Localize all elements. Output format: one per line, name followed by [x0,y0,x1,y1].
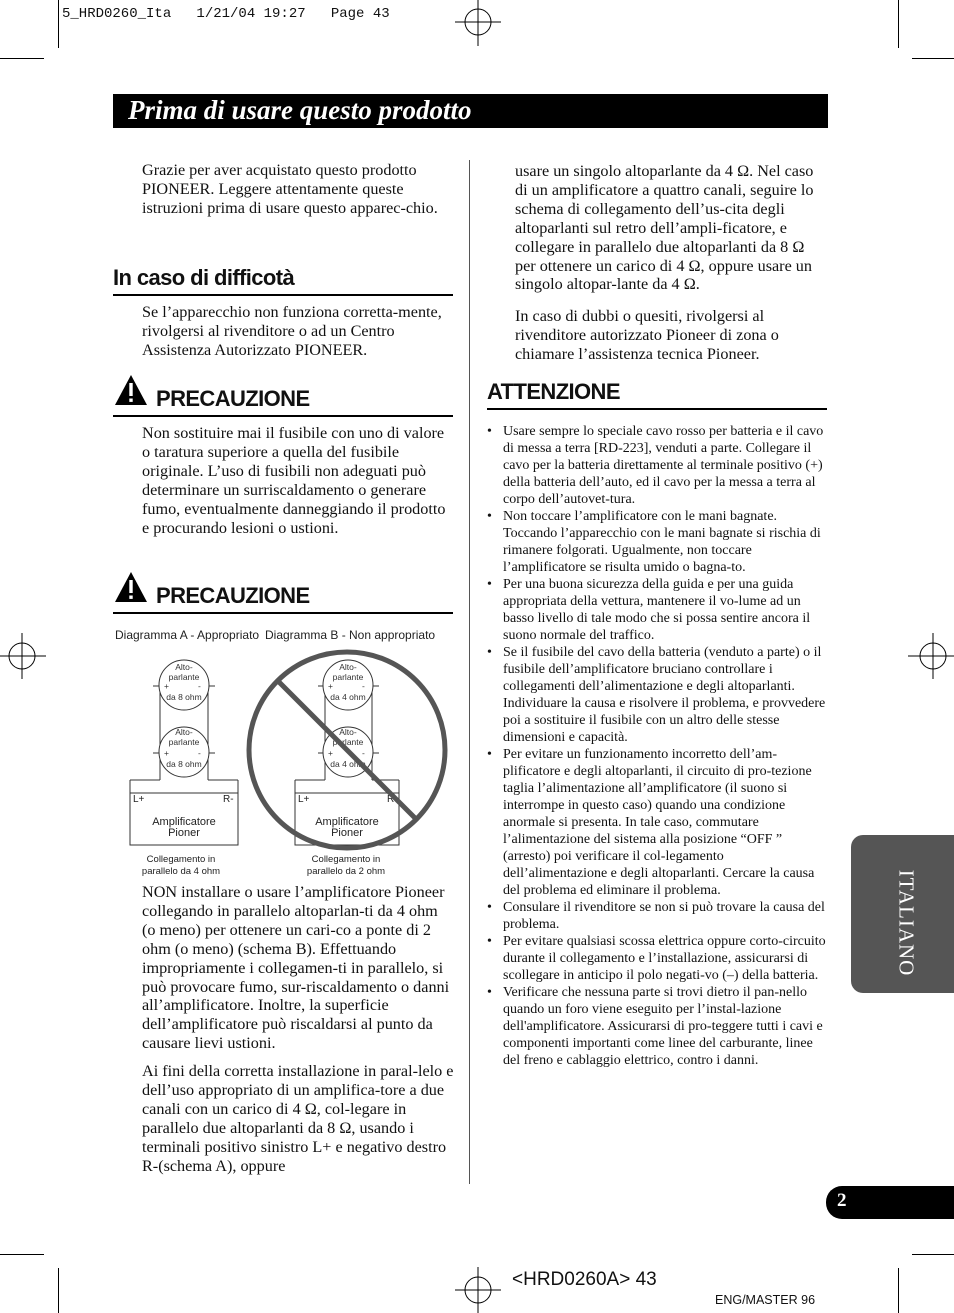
difficulty-rule [113,294,453,296]
diagram-b-caption: Diagramma B - Non appropriato [265,628,436,642]
caution-paragraph-2: NON installare o usare l’amplificatore Pioneer collegando in parallelo altoparlan-ti da 4 ohm (o meno) per ottenere un cari-co a ponte di 2 ohm (o meno) (schema B). Effettuando impropriamente i collegamen-ti in parallelo, si può provocare fumo, sur-riscaldamento o danni all’amplificatore. Inoltre, la superficie dell’amplificatore può riscaldarsi al punto da causare lievi ustioni. [142,883,450,1053]
registration-target-bottom [455,1267,501,1313]
wiring-diagram [112,622,458,880]
warning-icon [114,571,148,603]
speaker-label: da 8 ohm [166,692,202,702]
connection-note: Collegamento in [311,854,381,865]
speaker-label: da 4 ohm [330,692,366,702]
speaker-label: parlante [168,672,200,682]
intro-paragraph: Grazie per aver acquistato questo prodotto PIONEER. Leggere attentamente queste istruzioni prima di usare questo apparec-chio. [142,161,438,217]
connection-note: parallelo da 4 ohm [141,866,221,877]
print-header: 5_HRD0260_Ita 1/21/04 19:27 Page 43 [62,6,390,22]
list-item: • Usare sempre lo speciale cavo rosso per batteria e il cavo di messa a terra [RD-223], venduti a parte. Collegare il cavo per la batteria direttamente al terminale positivo (+) della batteria dell’auto, ed il cavo per la messa a terra al corpo dell’autovet-tura. [487,423,827,508]
list-item: • Se il fusibile del cavo della batteria (venduto a parte) o il fusibile dell’amplificatore bruciano controllare i collegamenti dell’alimentazione e degli altoparlanti. Individuare la causa e risolvere il problema, e provvedere poi a sostituire il fusibile con un altro delle stesse dimensioni e capacità. [487,644,827,746]
diagram-a-caption: Diagramma A - Appropriato [115,628,260,642]
amplifier-label: Pioner [331,827,363,839]
minus-terminal-label: - [198,748,201,758]
page-number: 2 [837,1190,847,1211]
plus-terminal-label: + [164,681,169,691]
caution-rule-1 [113,415,453,417]
terminal-left-label: L+ [133,794,145,805]
amplifier-label: Amplificatore [315,816,379,828]
list-item: • Non toccare l’amplificatore con le mani bagnate. Toccando l’apparecchio con le mani bagnate si rischia di rimanere folgorati. Ugualmente, non toccare l’amplificatore se risulta umido o bagna-to. [487,508,827,576]
speaker-label: parlante [332,737,364,747]
speaker-label: Alto- [175,727,193,737]
attention-list [487,423,827,1069]
caution-rule-2 [113,612,453,614]
list-item: • Verificare che nessuna parte si trovi dietro il pan-nello quando un foro viene eseguito per l’instal-lazione dell'amplificatore. Assicurarsi di pro-teggere tutti i cavi e componenti importanti come linee del carburante, linee del freno e cablaggio elettrico, contro i danni. [487,984,827,1069]
caution-heading-1: PRECAUZIONE [156,386,310,411]
right-continued-paragraph: usare un singolo altoparlante da 4 Ω. Nel caso di un amplificatore a quattro canali, seguire lo schema di collegamento dell’us-cita degli altoparlanti sul retro dell’ampli-ficatore, e collegare in parallelo due altoparlanti da 8 Ω per ottenere un carico di 4 Ω, oppure usare un singolo altopar-lante da 4 Ω. [515,162,814,294]
minus-terminal-label: - [362,748,365,758]
speaker-label: da 8 ohm [166,759,202,769]
registration-target-top [455,0,501,46]
attention-rule [487,408,827,410]
speaker-label: parlante [168,737,200,747]
list-item: • Consulare il rivenditore se non si può trovare la causa del problema. [487,899,827,933]
connection-note: Collegamento in [146,854,216,865]
warning-icon [114,374,148,406]
attention-heading: ATTENZIONE [487,379,620,404]
speaker-label: Alto- [339,727,357,737]
terminal-right-label: R- [223,794,234,805]
speaker-label: da 4 ohm [330,759,366,769]
list-item: • Per una buona sicurezza della guida e per una guida appropriata della vettura, mantenere il vo-lume ad un basso livello di tale modo che si possa sentire ancora il suono normale del traffico. [487,576,827,644]
footer-master: ENG/MASTER 96 [715,1293,816,1307]
minus-terminal-label: - [198,681,201,691]
speaker-label: Alto- [339,662,357,672]
plus-terminal-label: + [164,748,169,758]
terminal-left-label: L+ [298,794,310,805]
difficulty-paragraph: Se l’apparecchio non funziona corretta-mente, rivolgersi al rivenditore o ad un Centro Assistenza Autorizzato PIONEER. [142,303,442,359]
list-item: • Per evitare un funzionamento incorretto dell’am-plificatore e degli altoparlanti, il circuito di pro-tezione taglia l’alimentazione all’amplificatore (il suono si interrompe in questo caso) quando una condizione anormale si presenta. In tale caso, commutare l’alimentazione del sistema alla posizione “OFF ” (arresto) poi verificare il col-legamento dell’alimentazione e degli altoparlanti. Cercare la causa del problema ed eliminare il problema. [487,746,827,899]
page-number-badge [826,1186,954,1219]
amplifier-label: Amplificatore [152,816,216,828]
list-item: • Per evitare qualsiasi scossa elettrica oppure corto-circuito durante il collegamento e l’installazione, assicurarsi di scollegare in anticipo il polo negati-vo (–) della batteria. [487,933,827,984]
page-title: Prima di usare questo prodotto [128,95,472,125]
footer-code: <HRD0260A> 43 [512,1269,657,1290]
plus-terminal-label: + [328,681,333,691]
caution-heading-2: PRECAUZIONE [156,583,310,608]
right-contact-paragraph: In caso di dubbi o quesiti, rivolgersi al rivenditore autorizzato Pioneer di zona o chiamare l’assistenza tecnica Pioneer. [515,307,779,363]
difficulty-heading: In caso di difficotà [113,265,295,290]
language-tab-label: ITALIANO [894,869,919,977]
caution-paragraph-3: Ai fini della corretta installazione in paral-lelo e dell’uso appropriato di un amplifica-tore a due canali con un carico di 4 Ω, col-legare in parallelo due altoparlanti da 8 Ω, usando i terminali positivo sinistro L+ e negativo destro R-(schema A), oppure [142,1062,454,1175]
language-tab [851,835,954,993]
caution-paragraph-1: Non sostituire mai il fusibile con uno di valore o taratura superiore a quella del fusibile originale. L’uso di fusibili non adeguati può determinare un surriscaldamento o generare fumo, eventualmente danneggiando il prodotto e procurando lesioni o ustioni. [142,424,446,537]
plus-terminal-label: + [328,748,333,758]
amplifier-label: Pioner [168,827,200,839]
speaker-label: parlante [332,672,364,682]
registration-target-left [0,633,46,679]
column-divider [469,160,470,1184]
page-title-bar [113,94,828,128]
terminal-right-label: R- [387,794,398,805]
speaker-label: Alto- [175,662,193,672]
connection-note: parallelo da 2 ohm [306,866,386,877]
registration-target-right [908,633,954,679]
minus-terminal-label: - [362,681,365,691]
